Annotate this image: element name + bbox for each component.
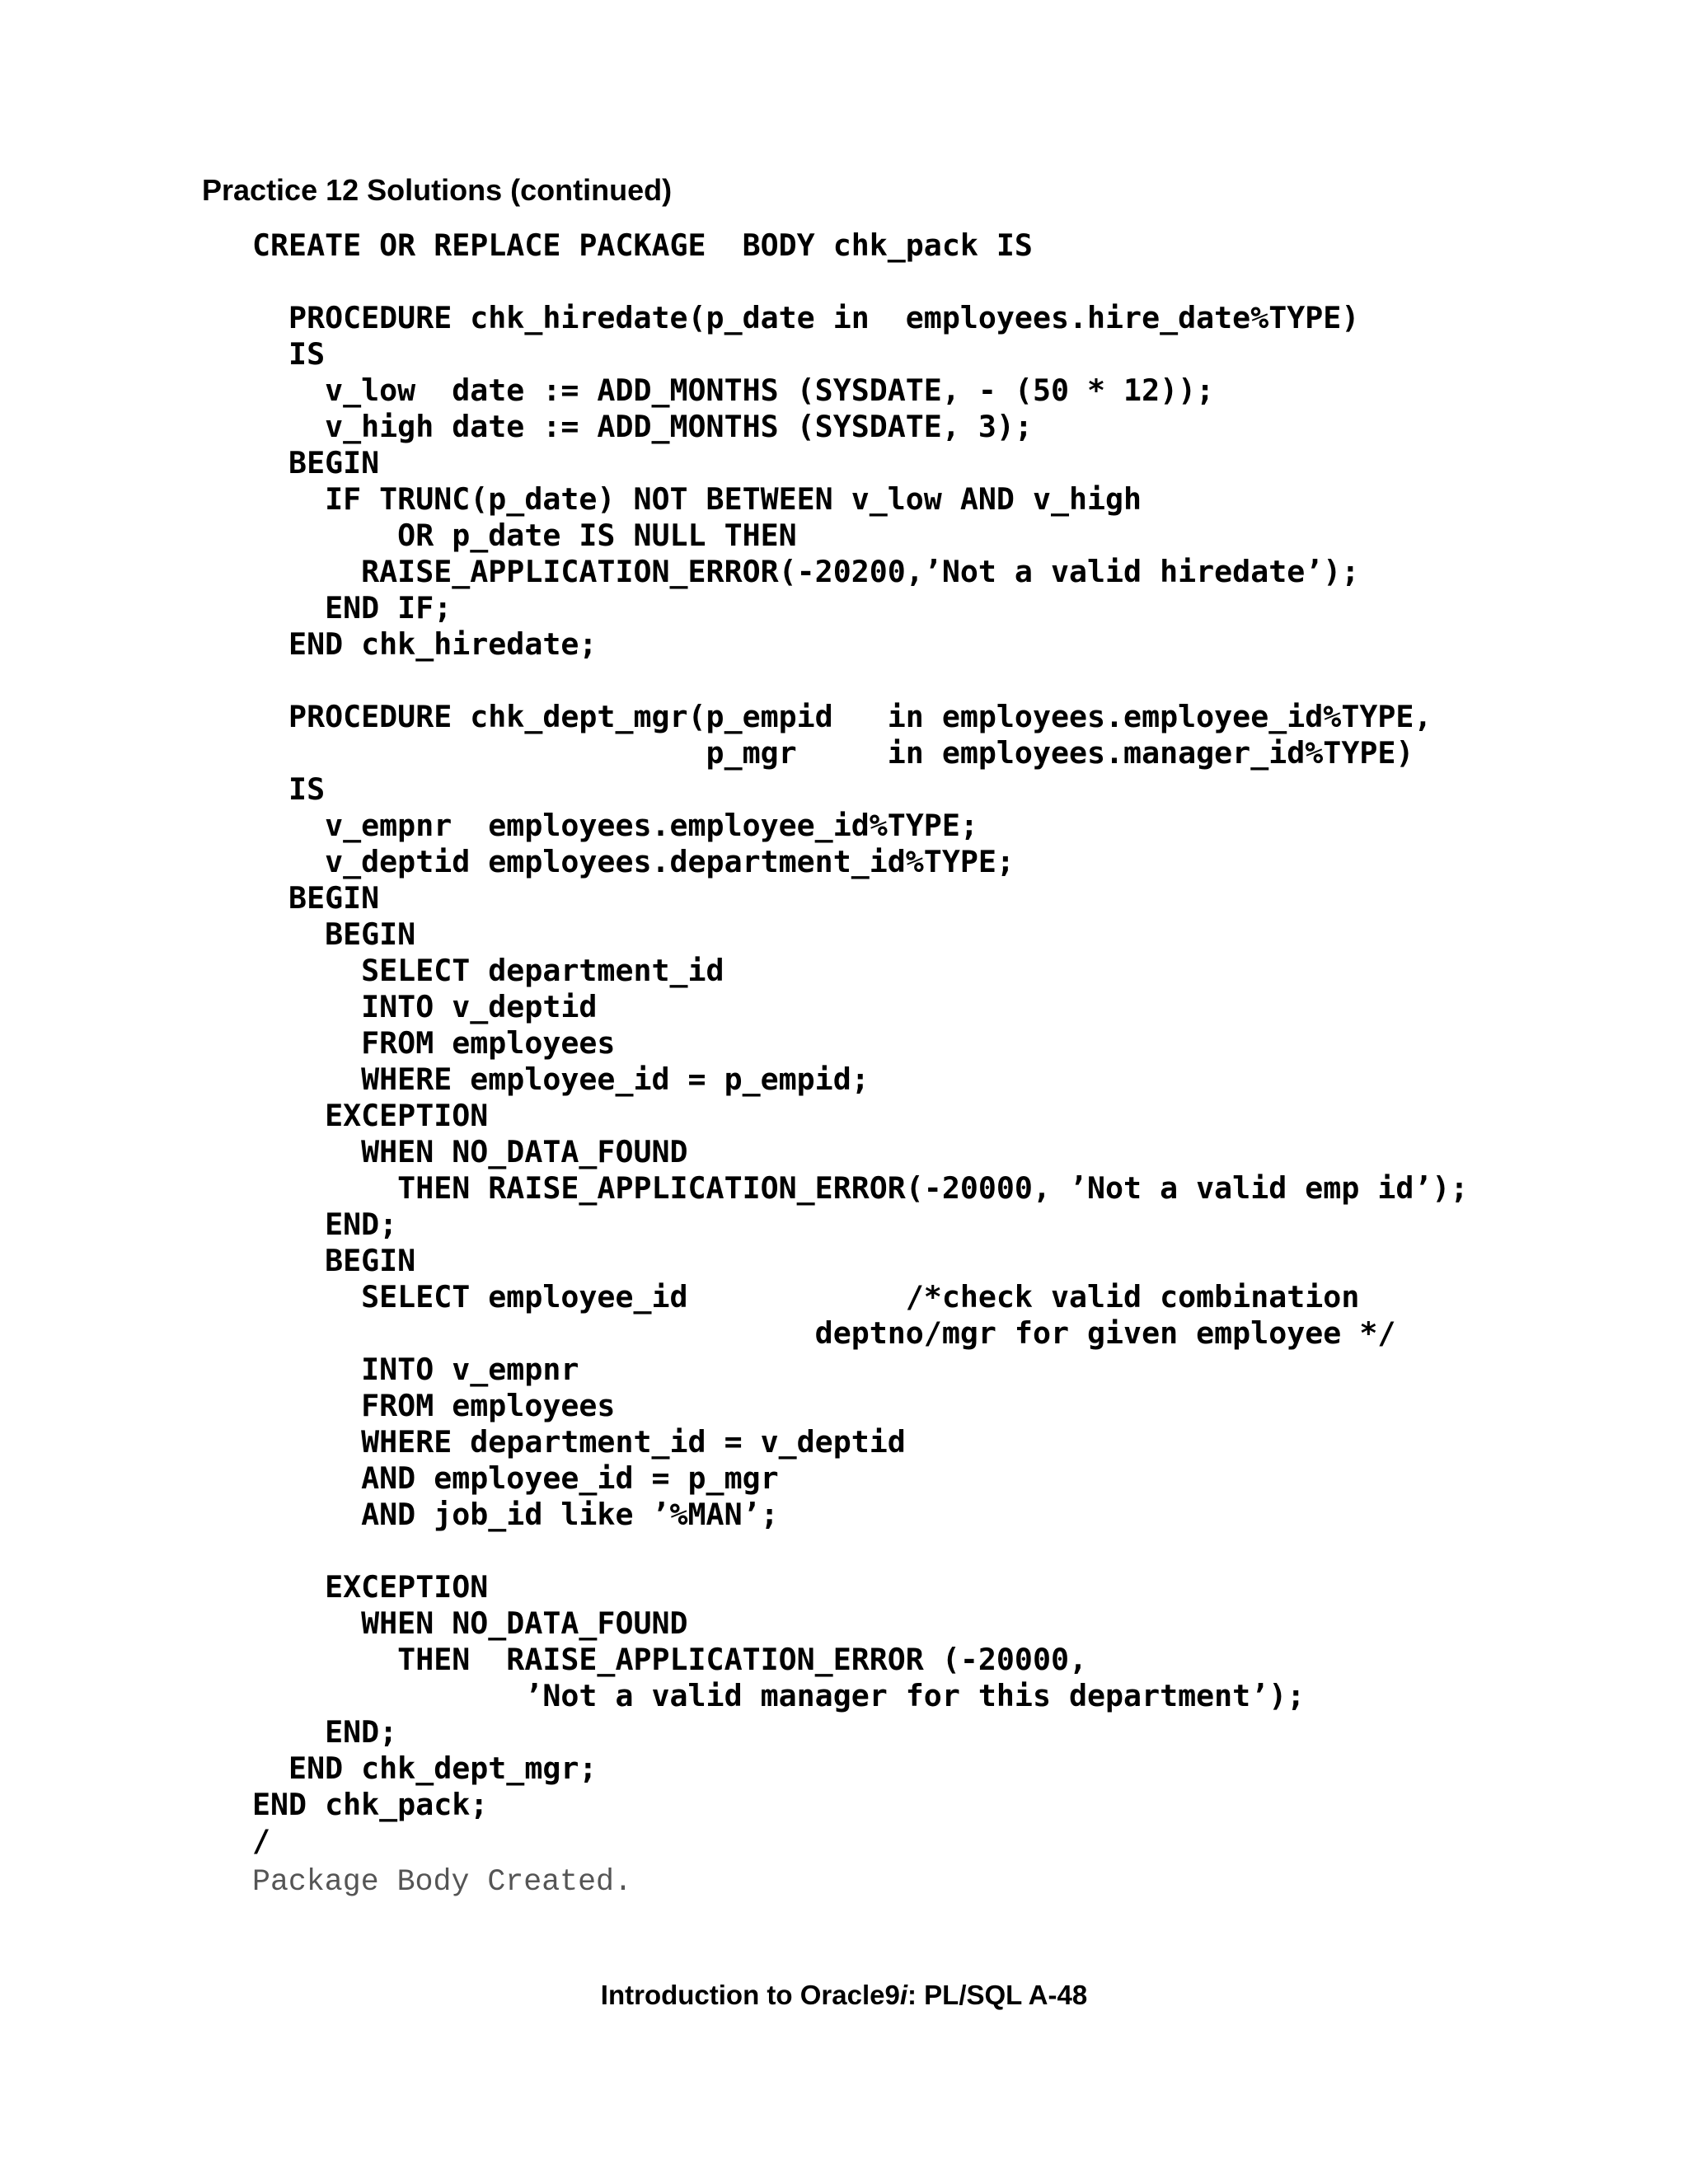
- code-line: p_mgr in employees.manager_id%TYPE): [252, 735, 1414, 771]
- page-footer: [0, 1980, 1688, 2011]
- code-line: EXCEPTION: [252, 1098, 489, 1133]
- code-line: BEGIN: [252, 445, 380, 480]
- code-line: OR p_date IS NULL THEN: [252, 518, 797, 553]
- code-line: FROM employees: [252, 1388, 616, 1423]
- code-line: WHEN NO_DATA_FOUND: [252, 1134, 688, 1169]
- code-line: BEGIN: [252, 916, 416, 952]
- code-line: v_empnr employees.employee_id%TYPE;: [252, 808, 978, 843]
- footer-title-prefix: Introduction to Oracle9: [600, 1980, 900, 2010]
- code-line: END chk_dept_mgr;: [252, 1750, 598, 1786]
- code-line: INTO v_deptid: [252, 989, 598, 1024]
- code-line: PROCEDURE chk_dept_mgr(p_empid in employees.employee_id%TYPE,: [252, 699, 1432, 734]
- code-line: AND job_id like ’%MAN’;: [252, 1497, 779, 1532]
- code-line: THEN RAISE_APPLICATION_ERROR (-20000,: [252, 1642, 1088, 1677]
- command-output: Package Body Created.: [252, 1865, 632, 1899]
- code-listing: [252, 227, 1468, 1859]
- code-line: SELECT department_id: [252, 953, 724, 988]
- code-line: BEGIN: [252, 880, 380, 916]
- page-heading: Practice 12 Solutions (continued): [202, 173, 673, 207]
- code-line: INTO v_empnr: [252, 1352, 579, 1387]
- footer-title-suffix: : PL/SQL A-48: [907, 1980, 1088, 2010]
- code-line: WHERE employee_id = p_empid;: [252, 1062, 870, 1097]
- code-line: SELECT employee_id /*check valid combination: [252, 1279, 1360, 1315]
- code-line: IS: [252, 336, 326, 372]
- code-line: v_low date := ADD_MONTHS (SYSDATE, - (50 * 12));: [252, 373, 1215, 408]
- code-line: END IF;: [252, 590, 452, 626]
- code-line: ’Not a valid manager for this department’);: [252, 1678, 1306, 1713]
- code-line: [252, 264, 1468, 300]
- code-line: PROCEDURE chk_hiredate(p_date in employees.hire_date%TYPE): [252, 300, 1360, 335]
- code-line: END chk_hiredate;: [252, 626, 598, 662]
- code-line: AND employee_id = p_mgr: [252, 1460, 779, 1496]
- code-line: END chk_pack;: [252, 1787, 489, 1822]
- code-line: EXCEPTION: [252, 1569, 489, 1605]
- code-line: v_deptid employees.department_id%TYPE;: [252, 844, 1015, 879]
- code-line: WHEN NO_DATA_FOUND: [252, 1605, 688, 1641]
- code-line: [252, 1533, 1468, 1569]
- code-line: RAISE_APPLICATION_ERROR(-20200,’Not a valid hiredate’);: [252, 554, 1360, 589]
- code-line: CREATE OR REPLACE PACKAGE BODY chk_pack IS: [252, 227, 1033, 263]
- code-line: END;: [252, 1207, 398, 1242]
- code-line: v_high date := ADD_MONTHS (SYSDATE, 3);: [252, 409, 1033, 444]
- code-line: IS: [252, 771, 326, 807]
- code-line: FROM employees: [252, 1025, 616, 1061]
- code-line: THEN RAISE_APPLICATION_ERROR(-20000, ’Not a valid emp id’);: [252, 1170, 1469, 1206]
- code-line: END;: [252, 1714, 398, 1750]
- footer-title-italic: i: [899, 1980, 907, 2010]
- code-line: [252, 663, 1468, 699]
- code-line: deptno/mgr for given employee */: [252, 1315, 1396, 1351]
- code-line: WHERE department_id = v_deptid: [252, 1424, 906, 1460]
- code-line: IF TRUNC(p_date) NOT BETWEEN v_low AND v_high: [252, 481, 1142, 517]
- code-line: /: [252, 1823, 271, 1858]
- code-block: [252, 227, 1468, 1859]
- code-line: BEGIN: [252, 1243, 416, 1278]
